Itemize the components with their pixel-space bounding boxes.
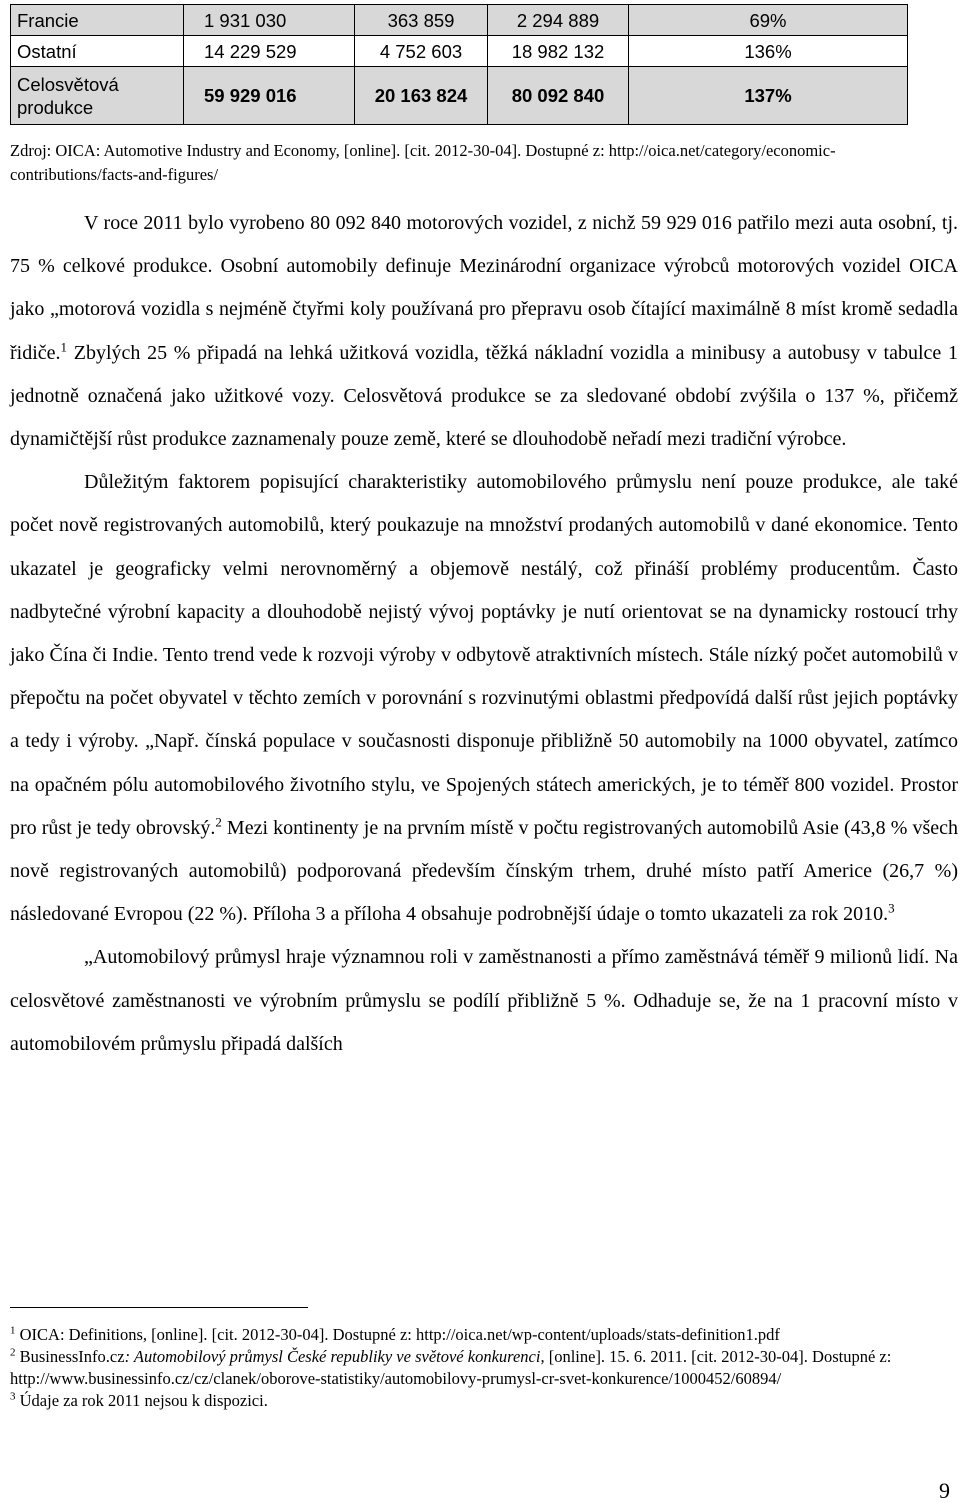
footnote-number: 1 — [10, 1324, 16, 1337]
change-cell: 69% — [629, 5, 908, 36]
footnote-number: 2 — [10, 1346, 16, 1359]
commercial-cell: 4 752 603 — [355, 36, 488, 67]
commercial-cell: 20 163 824 — [355, 67, 488, 125]
commercial-cell: 363 859 — [355, 5, 488, 36]
footnote-title: : Automobilový průmysl České republiky ve světové konkurenci, — [124, 1347, 545, 1366]
change-cell: 137% — [629, 67, 908, 125]
paragraph — [10, 461, 958, 936]
footnote-text: [online]. 15. 6. 2011. [cit. 2012-30-04]. Dostupné z: http://www.businessinfo.cz/cz/clanek/oborove-statistiky/automobilovy-prumysl-cr-svet-konkurence/1000452/60894/ — [10, 1347, 892, 1388]
paragraph — [10, 202, 958, 461]
footnote-ref: 3 — [888, 900, 895, 916]
passenger-cell: 59 929 016 — [184, 67, 355, 125]
table-total-row — [11, 67, 908, 125]
table-row — [11, 5, 908, 36]
passenger-cell: 1 931 030 — [184, 5, 355, 36]
production-table — [10, 4, 908, 125]
footnote-text: OICA: Definitions, [online]. [cit. 2012-30-04]. Dostupné z: http://oica.net/wp-content/uploads/stats-definition1.pdf — [15, 1325, 780, 1344]
total-cell: 2 294 889 — [488, 5, 629, 36]
paragraph-text: Důležitým faktorem popisující charakteristiky automobilového průmyslu není pouze produkce, ale také počet nově registrovaných automobilů, který poukazuje na množství prodaných automobilů v dané ekonomice. Tento ukazatel je geograficky velmi nerovnoměrný a objemově nestálý, což přináší problémy producentům. Často nadbytečné výrobní kapacity a dlouhodobě nejistý vývoj poptávky je nutí orientovat se na dynamicky rostoucí trhy jako Čína či Indie. Tento trend vede k rozvoji výroby v odbytově atraktivních místech. Stále nízký počet automobilů v přepočtu na počet obyvatel v těchto zemích v porovnání s rozvinutými oblastmi předpovídá další růst jejich poptávky a tedy i výroby. „Např. čínská populace v současnosti disponuje přibližně 50 automobily na 1000 obyvatel, zatímco na opačném pólu automobilového životního stylu, ve Spojených státech amerických, je to téměř 800 vozidel. Prostor pro růst je tedy obrovský. — [10, 471, 958, 839]
region-line: Celosvětová — [17, 73, 119, 95]
total-cell: 18 982 132 — [488, 36, 629, 67]
page-number: 9 — [939, 1478, 950, 1503]
total-cell: 80 092 840 — [488, 67, 629, 125]
footnotes — [10, 1324, 910, 1412]
change-cell: 136% — [629, 36, 908, 67]
table-row — [11, 36, 908, 67]
paragraph — [10, 936, 958, 1066]
footnote-text: BusinessInfo.cz — [15, 1347, 125, 1366]
footnote-ref: 1 — [60, 338, 68, 354]
region-cell — [11, 67, 184, 125]
paragraph-text: V roce 2011 bylo vyrobeno 80 092 840 motorových vozidel, z nichž 59 929 016 patřilo mezi auta osobní, tj. 75 % celkové produkce. Osobní automobily definuje Mezinárodní organizace výrobců motorových vozidel OICA jako „motorová vozidla s nejméně čtyřmi koly používaná pro přepravu osob čítající maximálně 8 míst kromě sedadla řidiče. — [10, 212, 958, 364]
footnote-ref: 2 — [215, 814, 222, 830]
region-cell: Francie — [11, 5, 184, 36]
footnote-number: 3 — [10, 1390, 16, 1403]
body-text — [10, 202, 958, 1066]
footnote — [10, 1390, 910, 1412]
paragraph-text: „Automobilový průmysl hraje významnou roli v zaměstnanosti a přímo zaměstnává téměř 9 milionů lidí. Na celosvětové zaměstnanosti ve výrobním průmyslu se podílí přibližně 5 %. Odhaduje se, že na 1 pracovní místo v automobilovém průmyslu připadá dalších — [10, 946, 958, 1055]
passenger-cell: 14 229 529 — [184, 36, 355, 67]
region-line: produkce — [17, 96, 94, 118]
footnote-text: Údaje za rok 2011 nejsou k dispozici. — [15, 1391, 268, 1410]
footnote — [10, 1324, 910, 1346]
region-cell: Ostatní — [11, 36, 184, 67]
footnote-separator — [10, 1307, 308, 1308]
table-source: Zdroj: OICA: Automotive Industry and Economy, [online]. [cit. 2012-30-04]. Dostupné z: http://oica.net/category/economic-contributions/facts-and-figures/ — [10, 141, 836, 184]
paragraph-text: Mezi kontinenty je na prvním místě v počtu registrovaných automobilů Asie (43,8 % všech nově registrovaných automobilů) podporovaná především čínským trhem, druhé místo patří Americe (26,7 %) následované Evropou (22 %). Příloha 3 a příloha 4 obsahuje podrobnější údaje o tomto ukazateli za rok 2010. — [10, 816, 958, 926]
footnote — [10, 1346, 910, 1390]
paragraph-text: Zbylých 25 % připadá na lehká užitková vozidla, těžká nákladní vozidla a minibusy a autobusy v tabulce 1 jednotně označená jako užitkové vozy. Celosvětová produkce se za sledované období zvýšila o 137 %, přičemž dynamičtější růst produkce zaznamenaly pouze země, které se dlouhodobě neřadí mezi tradiční výrobce. — [10, 341, 958, 451]
